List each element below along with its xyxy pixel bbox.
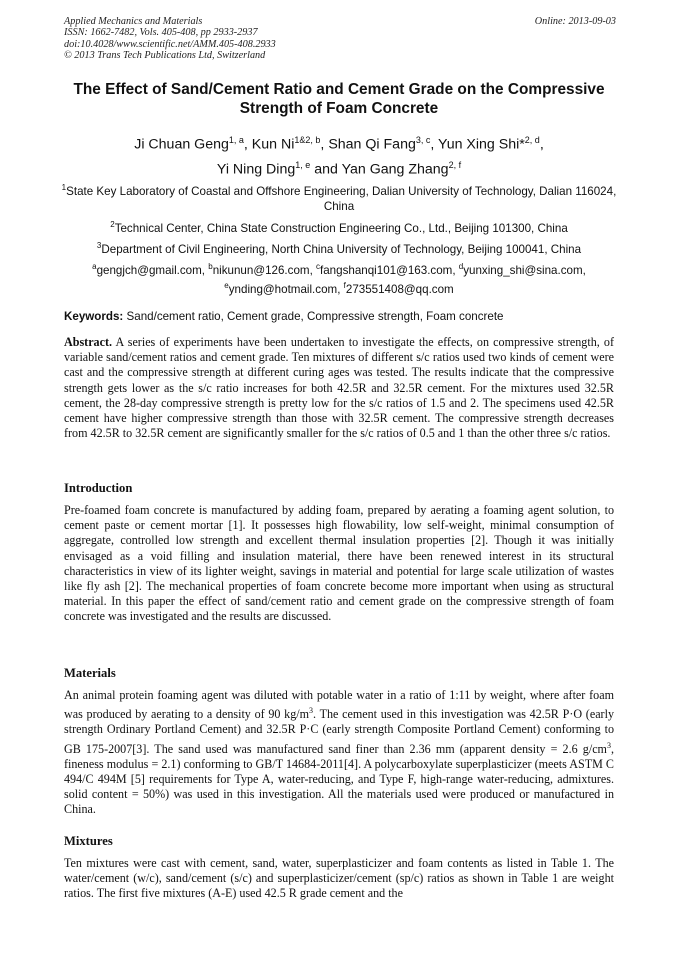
email-mark: a: [92, 262, 97, 271]
email-link[interactable]: ynding@hotmail.com: [228, 282, 338, 296]
author-conjunction: and: [314, 161, 338, 178]
superscript: 3: [606, 740, 611, 750]
author-affil-mark: 2, f: [448, 159, 462, 170]
author-name: Shan Qi Fang: [328, 136, 416, 153]
email-link[interactable]: fangshanqi101@163.com: [320, 263, 453, 277]
section-heading-mixtures: Mixtures: [64, 834, 113, 848]
issn-line: ISSN: 1662-7482, Vols. 405-408, pp 2933-2937: [64, 27, 258, 39]
journal-name: Applied Mechanics and Materials: [64, 16, 203, 27]
abstract-text: A series of experiments have been undertaken to investigate the effects, on compressive strength, of variable sand/cement ratios and cement grade. Ten mixtures of different s/c ratios used two kinds of cement were cast and the compressive strength at different curing ages was tested. The results indicate that the compressive strength gets lower as the s/c ratio increases for both 42.5R and 32.5R cement. For the mixtures used 32.5R cement, the 28-day compressive strength is pretty low for the s/c ratios of 1.5 and 2. The specimens used 42.5R cement have higher compressive strength than those with 32.5R cement. The compressive strength decreases from 42.5R to 32.5R cement are significantly smaller for the s/c ratios of 0.5 and 1 than the other three s/c ratios.: [64, 335, 614, 441]
materials-body: [64, 688, 614, 818]
email-link[interactable]: nikunun@126.com: [212, 263, 310, 277]
author-name: Kun Ni: [251, 136, 295, 153]
author-name: Yan Gang Zhang: [341, 161, 449, 178]
email-mark: d: [458, 262, 464, 271]
affiliation-text: State Key Laboratory of Coastal and Offshore Engineering, Dalian University of Technology, Dalian 116024, China: [66, 184, 617, 213]
author-affil-mark: 1, e: [295, 159, 311, 170]
author-affil-mark: 2, d: [524, 135, 540, 145]
superscript: 3: [309, 706, 314, 716]
email-mark: f: [343, 280, 346, 290]
abstract: [64, 335, 614, 441]
email-link[interactable]: 273551408@qq.com: [345, 282, 454, 296]
paper-title: The Effect of Sand/Cement Ratio and Cement Grade on the Compressive Strength of Foam Concrete: [73, 81, 605, 117]
email-link[interactable]: yunxing_shi@sina.com: [463, 263, 583, 277]
journal-header: [64, 16, 616, 62]
section-heading-introduction: Introduction: [64, 481, 133, 495]
author-name: Yun Xing Shi*: [438, 136, 525, 153]
email-list: $^a$gengjch@gmail.com, $^b$nikunun@126.com, $^c$fangshanqi101@163.com, $^d$yunxing_shi@sina.com, $^e$ynding@hotmail.com, $^f$273551408@qq.com: [92, 262, 586, 296]
materials-text: , fineness modulus = 2.1) conforming to GB/T 14684-2011[4]. A polycarboxylate superplasticizer (meets ASTM C 494/C 494M [5] requirements for Type A, water-reducing, and Type F, high-range water-reducing, admixtures. solid content = 50%) was used in this investigation. All the materials used were produced or manufactured in China.: [64, 741, 614, 817]
materials-text: An animal protein foaming agent was diluted with potable water in a ratio of 1:11 by weight, where after foam was produced by aerating to a density of 90 kg/m: [64, 688, 614, 722]
author-affil-mark: 1, a: [228, 135, 244, 145]
email-mark: e: [224, 280, 229, 290]
section-heading-materials: Materials: [64, 666, 116, 680]
author-name: Ji Chuan Geng: [134, 136, 229, 153]
author-affil-mark: 1&2, b: [294, 135, 321, 145]
email-mark: b: [208, 262, 213, 271]
introduction-body: Pre-foamed foam concrete is manufactured by adding foam, prepared by aerating a foaming agent solution, to cement paste or cement mortar [1]. It possesses high flowability, low self-weight, minimal consumption of aggregate, controlled low strength and excellent thermal insulation properties [2]. Though it was initially envisaged as a void filling and insulation material, there have been renewed interest in its structural characteristics in view of its lighter weight, savings in material and potential for large scale utilization of wastes like fly ash [2]. The mechanical properties of foam concrete become more important when using as structural material. In this paper the effect of sand/cement ratio and cement grade on the compressive strength of foam concrete was investigated and the results are discussed.: [64, 503, 614, 624]
materials-text: . The cement used in this investigation was 42.5R P·O (early strength Ordinary Portland Cement) and 32.5R P·C (early strength Composite Portland Cement) conforming to GB 175-2007[3]. The sand used was manufactured sand finer than 2.36 mm (apparent density = 2.6 g/cm: [64, 707, 614, 756]
affiliation-1: [56, 180, 622, 214]
author-name: Yi Ning Ding: [216, 161, 296, 178]
affiliation-2: [56, 217, 622, 236]
keywords: [64, 309, 624, 324]
affiliation-text: Department of Civil Engineering, North China University of Technology, Beijing 100041, China: [101, 242, 582, 256]
affiliation-mark: 3: [96, 241, 102, 250]
author-list: Ji Chuan Geng$^{1, a}$, Kun $Ni^{1\&2, b}$, Shan Qi Fang$^{3, c}$, Yun Xing Shi*$^{2, d}$, Yi Ning Ding$^{1, e}$ and Yan Gang Zhang$^{2, f}$: [134, 135, 544, 178]
online-date: Online: 2013-09-03: [534, 16, 616, 27]
author-affil-mark: 3, c: [415, 135, 431, 145]
email-link[interactable]: gengjch@gmail.com: [96, 263, 202, 277]
keywords-text: Sand/cement ratio, Cement grade, Compressive strength, Foam concrete: [126, 310, 504, 323]
mixtures-body: Ten mixtures were cast with cement, sand, water, superplasticizer and foam contents as listed in Table 1. The water/cement (w/c), sand/cement (s/c) and superplasticizer/cement (sp/c) ratios as shown in Table 1 are weight ratios. The first five mixtures (A-E) used 42.5 R grade cement and the: [64, 856, 614, 901]
abstract-label: Abstract.: [64, 335, 113, 349]
affiliation-mark: 2: [110, 220, 115, 229]
affiliation-text: Technical Center, China State Construction Engineering Co., Ltd., Beijing 101300, China: [114, 221, 568, 235]
affiliation-mark: 1: [61, 183, 67, 192]
keywords-label: Keywords:: [64, 310, 124, 323]
affiliation-3: [56, 238, 622, 257]
email-mark: c: [316, 262, 321, 271]
copyright-line: © 2013 Trans Tech Publications Ltd, Switzerland: [64, 50, 266, 62]
doi-line: doi:10.4028/www.scientific.net/AMM.405-408.2933: [64, 38, 276, 50]
